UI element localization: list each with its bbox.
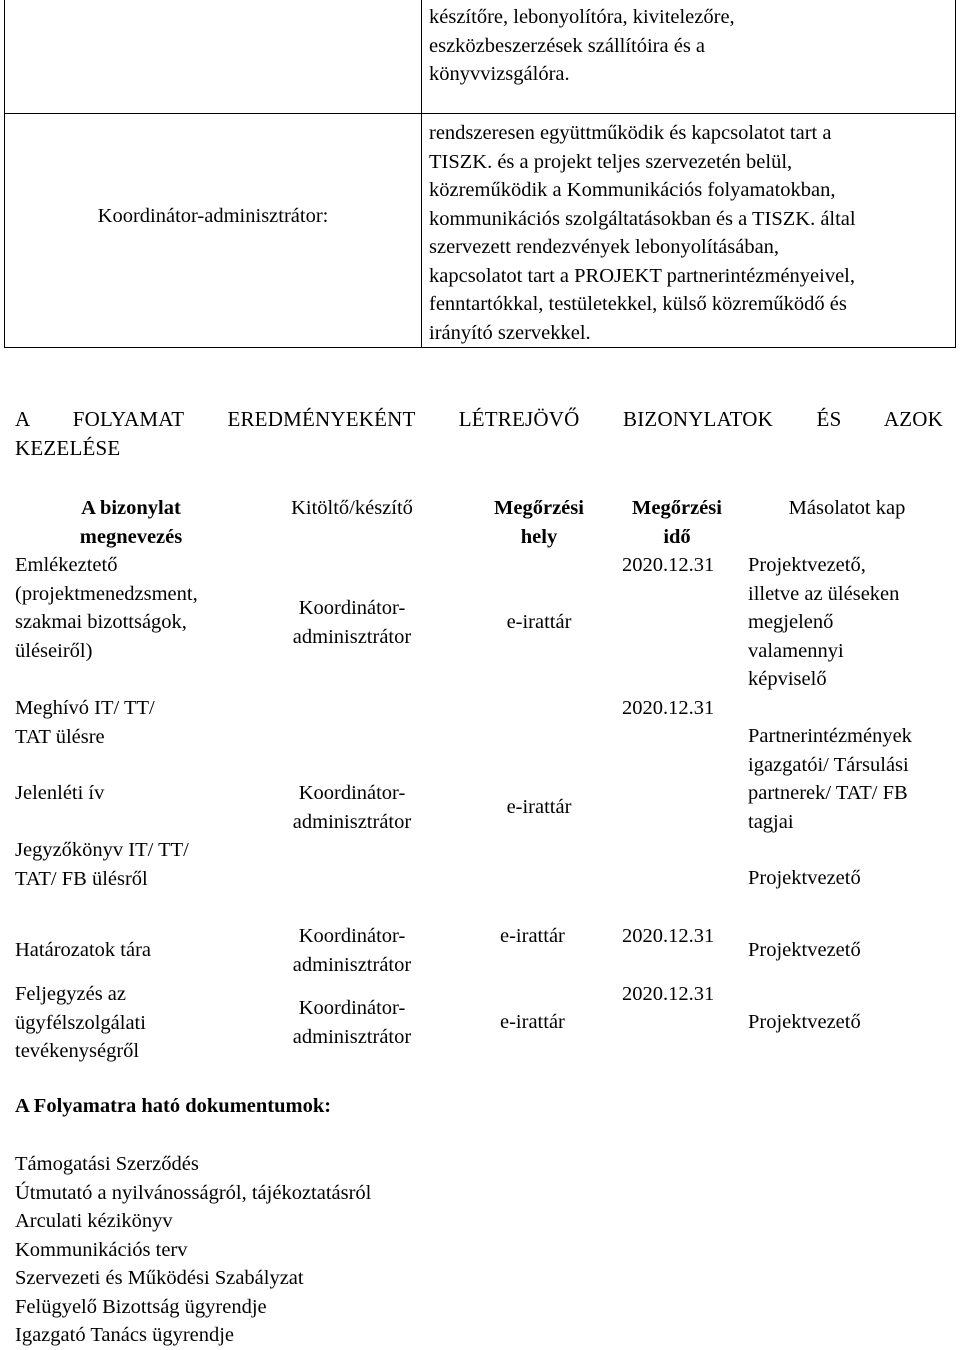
table-row-name: Meghívó IT/ TT/ TAT ülésre [15,697,155,748]
list-item: Igazgató Tanács ügyrendje [15,1324,235,1346]
table-divider-horizontal [5,113,955,114]
table-row-name: Feljegyzés az ügyfélszolgálati tevékenységről [15,983,146,1062]
header-storage-place: Megőrzési hely [494,497,584,548]
table-row-name: Jelenléti ív [15,782,105,804]
related-docs-list [15,1150,371,1350]
row2-description: rendszeresen együttműködik és kapcsolatot tart a TISZK. és a projekt teljes szervezetén belül, közreműködik a Kommunikációs folyamatokban, kommunikációs szolgáltatásokban és a TISZK. által szervezett rendezvények lebonyolításában, kapcsolatot tart a PROJEKT partnerintézményeivel, fenntartókkal, testületekkel, külső közreműködő és irányító szervekkel. [429,122,856,344]
table-row-maker: Koordinátor- adminisztrátor [292,597,412,648]
header-maker: Kitöltő/készítő [291,497,413,519]
list-item: Felügyelő Bizottság ügyrendje [15,1295,267,1318]
list-item: Szervezeti és Működési Szabályzat [15,1267,304,1289]
table-row-place: e-irattár [500,925,565,947]
header-document-name: A bizonylat megnevezés [79,497,183,548]
table-row-place: e-irattár [500,1011,565,1033]
header-storage-time: Megőrzési idő [632,497,722,548]
list-item: Támogatási Szerződés [15,1153,199,1175]
table-row-time: 2020.12.31 [622,697,715,719]
table-row-time: 2020.12.31 [622,983,715,1005]
table-row-copy: Partnerintézmények igazgatói/ Társulási partnerek/ TAT/ FB tagjai [748,725,912,833]
list-item: Kommunikációs terv [15,1238,188,1261]
table-row-place: e-irattár [506,796,572,818]
table-row-name: Emlékeztető (projektmenedzsment, szakmai bizottságok, üléseiről) [15,554,198,662]
list-item: Arculati kézikönyv [15,1210,173,1232]
list-item: Útmutató a nyilvánosságról, tájékoztatásról [15,1181,372,1204]
table-divider-vertical [421,0,422,347]
table-row-copy: Projektvezető [748,867,861,889]
table-row-copy: Projektvezető, illetve az üléseken megjelenő valamennyi képviselő [748,554,900,690]
table-row-time: 2020.12.31 [622,925,715,947]
table-row-copy: Projektvezető [748,1011,861,1033]
role-label-koordinator: Koordinátor-adminisztrátor: [97,205,329,227]
section-heading: A FOLYAMAT EREDMÉNYEKÉNT LÉTREJÖVŐ BIZONYLATOK ÉS AZOK [15,407,943,431]
related-docs-title: A Folyamatra ható dokumentumok: [15,1095,332,1117]
responsibilities-table [4,0,956,348]
row1-description: készítőre, lebonyolítóra, kivitelezőre, eszközbeszerzések szállítóira és a könyvvizsgálóra. [429,6,735,85]
table-row-maker: Koordinátor- adminisztrátor [292,925,412,976]
section-heading-continued: KEZELÉSE [15,436,121,460]
table-row-maker: Koordinátor- adminisztrátor [292,997,412,1048]
table-row-place: e-irattár [506,611,572,633]
table-row-name: Határozatok tára [15,939,152,961]
table-row-time: 2020.12.31 [622,554,715,576]
table-row-maker: Koordinátor- adminisztrátor [292,782,412,833]
table-row-copy: Projektvezető [748,939,861,961]
table-row-name: Jegyzőkönyv IT/ TT/ TAT/ FB ülésről [15,839,189,890]
header-copy-receiver: Másolatot kap [788,497,906,519]
